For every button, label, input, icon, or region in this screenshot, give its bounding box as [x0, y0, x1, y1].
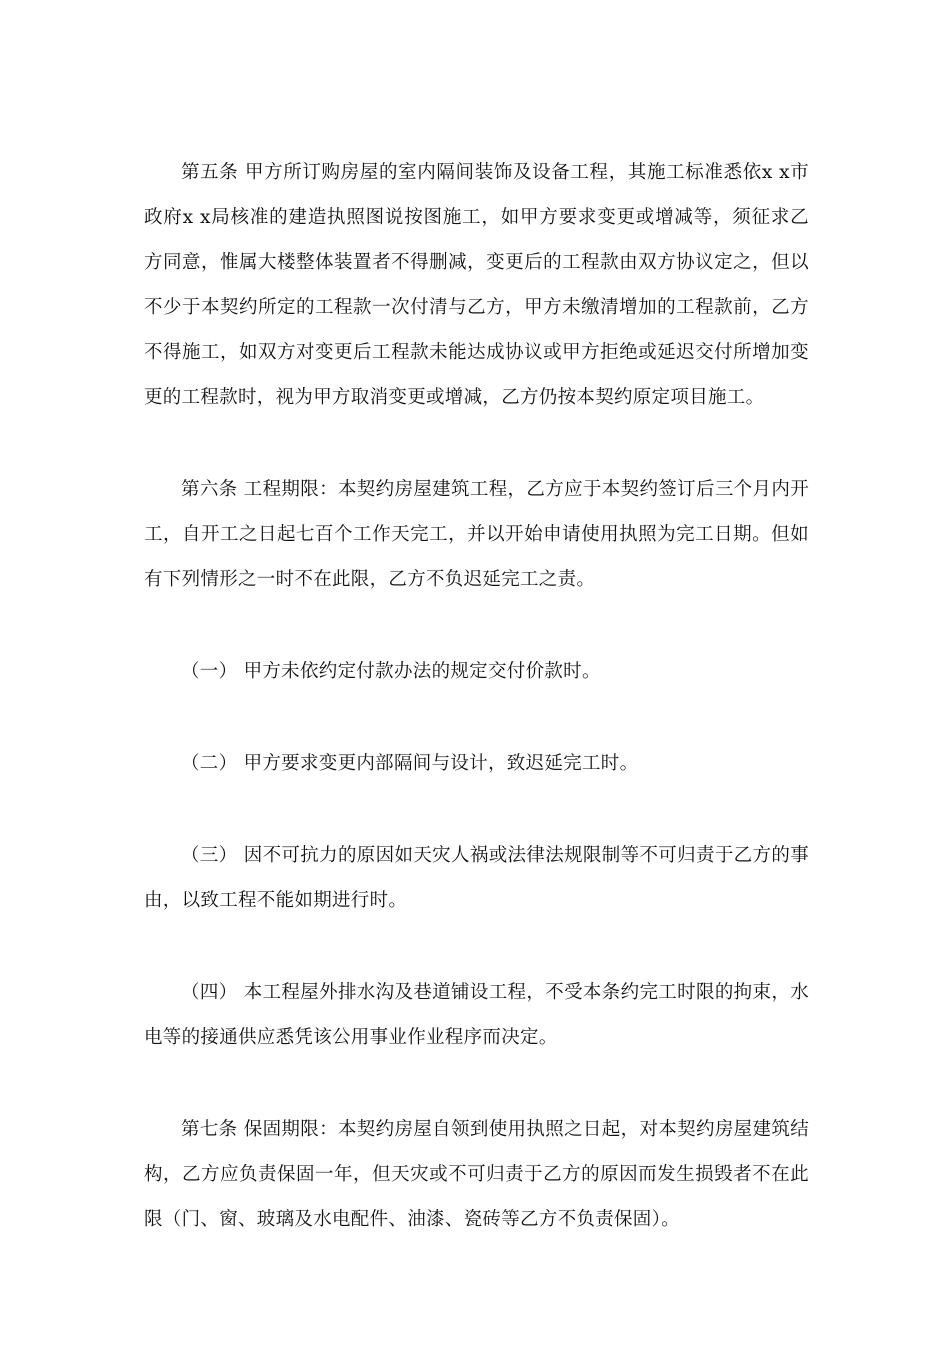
paragraph-spacer [144, 602, 809, 649]
article-6-item-3: （三） 因不可抗力的原因如天灾人祸或法律法规限制等不可归责于乙方的事由，以致工程不能如期进行时。 [144, 845, 809, 911]
article-7-paragraph: 第七条 保固期限：本契约房屋自领到使用执照之日起，对本契约房屋建筑结构，乙方应负责保固一年，但天灾或不可归责于乙方的原因而发生损毁者不在此限（门、窗、玻璃及水电配件、油漆、瓷砖等乙方不负责保固）。 [144, 1119, 809, 1230]
article-6-item-1: （一） 甲方未依约定付款办法的规定交付价款时。 [181, 661, 601, 682]
paragraph-spacer [144, 1060, 809, 1107]
paragraph-spacer [144, 923, 809, 970]
document-page [144, 150, 809, 1242]
article-6-item-4: （四） 本工程屋外排水沟及巷道铺设工程，不受本条约完工时限的拘束，水电等的接通供应悉凭该公用事业作业程序而决定。 [144, 982, 809, 1048]
article-5-paragraph: 第五条 甲方所订购房屋的室内隔间装饰及设备工程，其施工标准悉依x x市政府x x局核准的建造执照图说按图施工，如甲方要求变更或增减等，须征求乙方同意，惟属大楼整体装置者不得删减，变更后的工程款由双方协议定之，但以不少于本契约所定的工程款一次付清与乙方，甲方未缴清增加的工程款前，乙方不得施工，如双方对变更后工程款未能达成协议或甲方拒绝或延迟交付所增加变更的工程款时，视为甲方取消变更或增减，乙方仍按本契约原定项目施工。 [144, 162, 809, 408]
paragraph-spacer [144, 786, 809, 833]
paragraph-spacer [144, 694, 809, 741]
article-6-item-2: （二） 甲方要求变更内部隔间与设计，致迟延完工时。 [181, 753, 639, 774]
article-6-paragraph: 第六条 工程期限：本契约房屋建筑工程，乙方应于本契约签订后三个月内开工，自开工之日起七百个工作天完工，并以开始申请使用执照为完工日期。但如有下列情形之一时不在此限，乙方不负迟延完工之责。 [144, 479, 809, 590]
paragraph-spacer [144, 420, 809, 467]
